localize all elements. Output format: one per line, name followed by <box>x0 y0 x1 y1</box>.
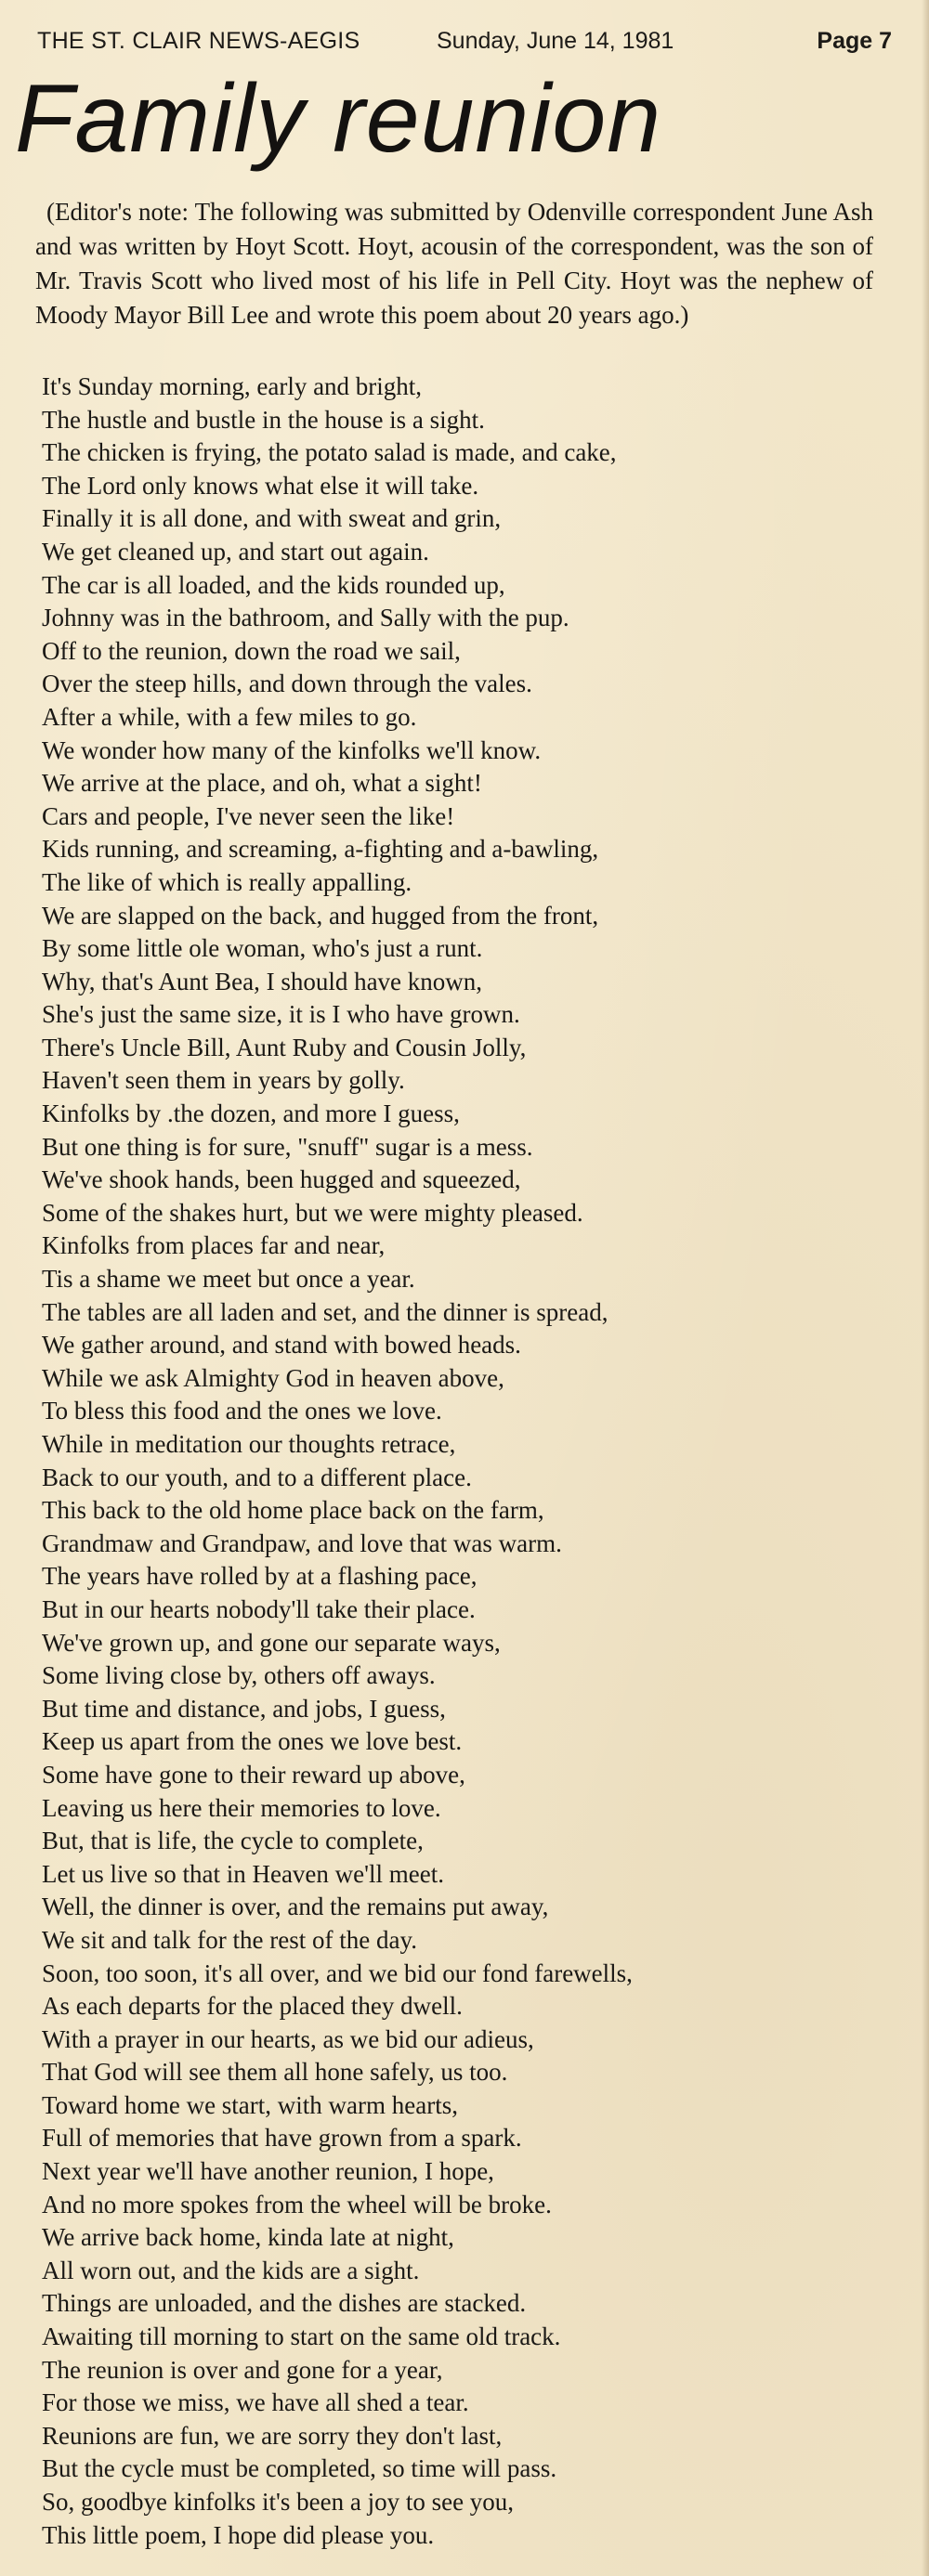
headline: Family reunion <box>15 65 662 173</box>
poem-line: Why, that's Aunt Bea, I should have known, <box>42 967 483 995</box>
poem-line: We arrive at the place, and oh, what a sight! <box>42 769 482 798</box>
poem-line: As each departs for the placed they dwell. <box>42 1992 463 2021</box>
poem-line: We wonder how many of the kinfolks we'll know. <box>42 735 542 764</box>
poem-line: The Lord only knows what else it will take. <box>42 471 479 500</box>
poem-line: Back to our youth, and to a different place. <box>42 1463 472 1491</box>
poem-line: We've grown up, and gone our separate ways, <box>42 1628 501 1657</box>
poem-line: All worn out, and the kids are a sight. <box>42 2256 420 2284</box>
poem-line: The tables are all laden and set, and the dinner is spread, <box>42 1297 608 1326</box>
poem-line: She's just the same size, it is I who have grown. <box>42 1000 520 1029</box>
poem-line: Tis a shame we meet but once a year. <box>42 1265 415 1294</box>
publication-date: Sunday, June 14, 1981 <box>437 28 674 54</box>
poem-line: But the cycle must be completed, so time will pass. <box>42 2454 557 2483</box>
poem-line: After a while, with a few miles to go. <box>42 702 417 731</box>
poem-line: And no more spokes from the wheel will be broke. <box>42 2190 552 2218</box>
poem-line: Let us live so that in Heaven we'll meet. <box>42 1859 444 1888</box>
poem-line: This back to the old home place back on the farm, <box>42 1496 544 1525</box>
poem-line: Some of the shakes hurt, but we were mighty pleased. <box>42 1198 583 1227</box>
poem-line: We get cleaned up, and start out again. <box>42 537 429 566</box>
poem-line: The like of which is really appalling. <box>42 867 412 896</box>
poem-line: For those we miss, we have all shed a tear. <box>42 2388 469 2417</box>
poem-line: Toward home we start, with warm hearts, <box>42 2090 458 2119</box>
clipping-edge-shadow <box>922 0 929 2576</box>
poem-line: To bless this food and the ones we love. <box>42 1397 442 1425</box>
poem-line: The chicken is frying, the potato salad is made, and cake, <box>42 438 617 467</box>
poem-line: It's Sunday morning, early and bright, <box>42 372 423 400</box>
poem-line: Kinfolks from places far and near, <box>42 1231 386 1260</box>
poem-line: Kinfolks by .the dozen, and more I guess, <box>42 1099 460 1128</box>
editors-note: (Editor's note: The following was submitted by Odenville correspondent June Ash and was written by Hoyt Scott. Hoyt, acousin of the correspondent, was the son of Mr. Travis Scott who lived most of his life in Pell City. Hoyt was the nephew of Moody Mayor Bill Lee and wrote this poem about 20 years ago.) <box>35 198 873 329</box>
poem-line: We sit and talk for the rest of the day. <box>42 1925 417 1954</box>
poem-line: Kids running, and screaming, a-fighting and a-bawling, <box>42 835 599 864</box>
poem-line: But one thing is for sure, "snuff" sugar is a mess. <box>42 1132 533 1161</box>
poem-line: Finally it is all done, and with sweat and grin, <box>42 504 502 533</box>
masthead <box>37 28 892 65</box>
poem-line: Next year we'll have another reunion, I hope, <box>42 2157 494 2186</box>
poem-line: The hustle and bustle in the house is a sight. <box>42 405 485 434</box>
poem-line: Keep us apart from the ones we love best. <box>42 1727 463 1756</box>
poem-line: By some little ole woman, who's just a runt. <box>42 934 483 963</box>
poem-line: Off to the reunion, down the road we sail, <box>42 636 461 665</box>
poem-line: While in meditation our thoughts retrace, <box>42 1430 456 1458</box>
newspaper-name: THE ST. CLAIR NEWS-AEGIS <box>37 28 360 54</box>
page-number: Page 7 <box>817 28 892 54</box>
poem-line: Soon, too soon, it's all over, and we bid our fond farewells, <box>42 1958 633 1987</box>
poem-line: The reunion is over and gone for a year, <box>42 2355 443 2384</box>
poem-line: But in our hearts nobody'll take their place. <box>42 1594 476 1623</box>
poem-line: That God will see them all hone safely, us too. <box>42 2058 508 2087</box>
poem-line: While we ask Almighty God in heaven above, <box>42 1363 504 1392</box>
poem-line: Things are unloaded, and the dishes are stacked. <box>42 2289 527 2318</box>
poem-line: This little poem, I hope did please you. <box>42 2520 435 2549</box>
poem-line: Johnny was in the bathroom, and Sally with the pup. <box>42 604 569 632</box>
poem-line: With a prayer in our hearts, as we bid our adieus, <box>42 2024 534 2053</box>
poem-line: But, that is life, the cycle to complete, <box>42 1827 424 1855</box>
poem-line: The car is all loaded, and the kids rounded up, <box>42 570 505 599</box>
poem-line: We are slapped on the back, and hugged from the front, <box>42 901 599 930</box>
poem-line: There's Uncle Bill, Aunt Ruby and Cousin Jolly, <box>42 1033 527 1061</box>
poem-line: We gather around, and stand with bowed heads. <box>42 1331 521 1360</box>
poem-line: Some have gone to their reward up above, <box>42 1760 465 1789</box>
poem-line: The years have rolled by at a flashing pace, <box>42 1562 478 1591</box>
poem <box>42 371 896 2552</box>
poem-line: But time and distance, and jobs, I guess, <box>42 1694 446 1723</box>
poem-line: So, goodbye kinfolks it's been a joy to see you, <box>42 2488 515 2516</box>
poem-line: Well, the dinner is over, and the remains put away, <box>42 1893 549 1921</box>
poem-line: Reunions are fun, we are sorry they don't last, <box>42 2421 503 2450</box>
poem-line: Leaving us here their memories to love. <box>42 1793 441 1822</box>
poem-line: Grandmaw and Grandpaw, and love that was warm. <box>42 1529 562 1557</box>
poem-line: Awaiting till morning to start on the same old track. <box>42 2322 561 2351</box>
poem-line: Haven't seen them in years by golly. <box>42 1066 405 1095</box>
poem-line: We've shook hands, been hugged and squeezed, <box>42 1165 521 1194</box>
poem-line: Full of memories that have grown from a spark. <box>42 2124 522 2153</box>
poem-line: Over the steep hills, and down through the vales. <box>42 670 532 698</box>
poem-line: Cars and people, I've never seen the like! <box>42 801 455 830</box>
poem-line: We arrive back home, kinda late at night, <box>42 2223 454 2252</box>
poem-line: Some living close by, others off aways. <box>42 1661 436 1690</box>
